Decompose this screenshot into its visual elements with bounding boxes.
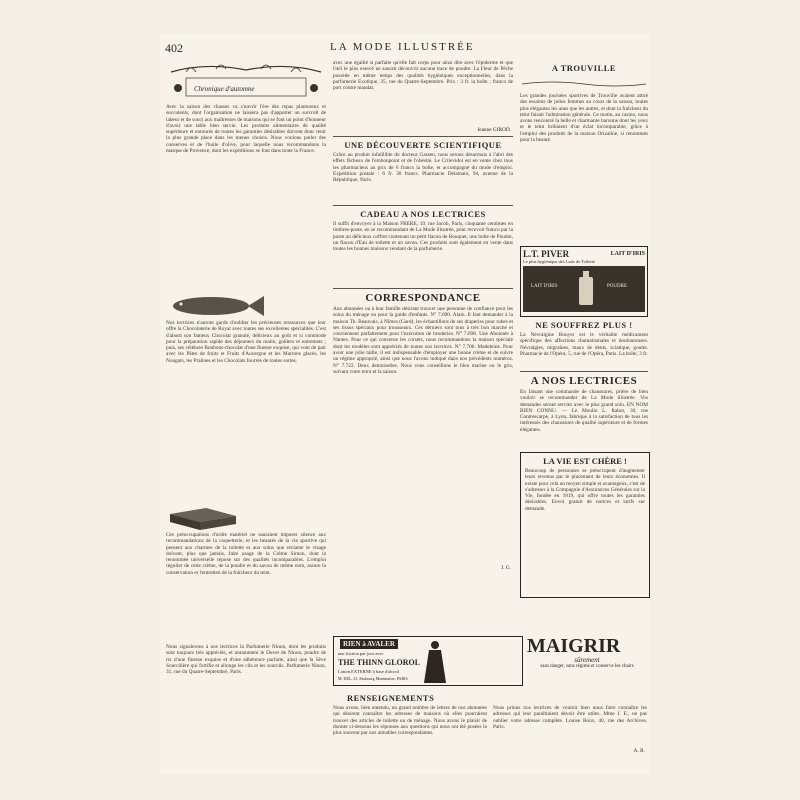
fish-icon — [166, 292, 266, 320]
vie-chere-heading: LA VIE EST CHÈRE ! — [543, 456, 627, 466]
divider — [333, 205, 513, 206]
ne-souffrez-text: La Névralgine Rouyer est le véritable médicament spécifique des affections rhumatismales et douloureuses. Névralgies, migraines, maux de dents, sciatique, goutte. Pharmacie de l'Opéra, 5, rue de l'Opéra, Paris. La boîte, 3 fr. — [520, 332, 648, 357]
correspondance-text: Aux abonnées ou à leur famille désirant trouver une personne de confiance pour les soins du ménage ou pour la garde d'enfants. N° 7.690. Alain. Il faut demander à la maison Th. Beauvais, à Nîmes (Gard), les échantillons de ses draperies pour robes et ses tissus spéciaux pour trousseaux. Ces derniers sont tous à très bon marché et conviennent parfaitement pour l'exécution de broderies. N° 7.698. Une Abonnée à Nantes. Pour ce qui concerne les corsets, nous recommandons la maison spéciale dont les modèles sont appréciés de toutes nos lectrices. N° 7.706. Madeleine. Pour avoir une jolie taille, il est indispensable d'employer une bonne crème et de suivre un régime approprié, ainsi que nous l'avons indiqué dans nos précédents numéros. N° 7.722. Deux demoiselles. Nous vous conseillons le bleu marine ou le gris, suivant votre teint et la saison. — [333, 306, 513, 375]
cadeau-text: Il suffit d'envoyer à la Maison FRÈRE, 19, rue Jacob, Paris, cinquante centimes en timbres-poste, en se recommandant de La Mode illustrée, pour recevoir franco par la poste un délicieux coffret contenant un petit flacon de Bouquet, une boîte de Poudre, un flacon d'Eau de toilette et un savon. Ces produits sont également en vente dans toutes les bonnes maisons vendant de la parfumerie. — [333, 221, 513, 253]
cadeau-heading: CADEAU A NOS LECTRICES — [360, 209, 486, 219]
correspondance-heading: CORRESPONDANCE — [365, 292, 481, 304]
piver-advert — [520, 246, 648, 317]
decouverte-text: Grâce au produit infaillible du docteur Gassen, nous serons désormais à l'abri des effets fâcheux de l'embonpoint et de l'obésité. Le Crilevidol est en vente chez tous les pharmaciens au prix de 6 francs la boîte, et accompagné du mode d'emploi. Expédition postale : 6 fr. 30 francs. Pharmacie Delamare, 94, avenue de la République, Paris. — [333, 152, 513, 184]
glorol-advert — [333, 636, 523, 686]
chronique-intro: Avec la saison des chasses va s'ouvrir l'ère des repas plantureux et succulents, dont l'organisation ne laissera pas d'apporter un surcroît de labeur et de souci aux maîtresses de maisons qui se font un point d'honneur d'avoir une table bien servie. Les produits alimentaires de qualité supérieure et entourés de toutes les garanties désirables doivent donc tenir la plus grande place dans les menus choisis. Nous voulons parler des conserves et de l'huile d'olive, pour laquelle nous recommandons la marque de Provence, dont les expéditions se font dans toute la France. — [166, 104, 326, 155]
renseignements-signature: A. R. — [633, 748, 645, 754]
chronique-banner — [166, 60, 326, 100]
glorol-subtitle: une friction par jour avec — [338, 651, 384, 656]
advert-row — [333, 636, 647, 686]
ornament-rule-icon — [520, 80, 648, 88]
maigrir-word: MAIGRIR — [527, 635, 621, 657]
author-initials: J. G. — [501, 565, 511, 571]
decouverte-heading: UNE DÉCOUVERTE SCIENTIFIQUE — [344, 140, 502, 150]
piver-product-image — [523, 266, 645, 312]
piver-label-right: POUDRE — [607, 284, 628, 289]
author-signature: Jeanne GIROD. — [477, 127, 511, 133]
nos-lectrices-heading: A NOS LECTRICES — [530, 375, 638, 387]
chronique-body-2: Ces préoccupations d'ordre matériel ne sauraient imposer silence aux recommandations de la coquetterie, et les beautés de la vie sportive qui pensent aux charmes de la toilette et aux soins que réclame le visage doivent, plus que jamais, faire usage de la Crème Simon, dont la renommée universelle repose sur des qualités incomparables. L'emploi régulier de cette crème, de la poudre et du savon de même nom, assure la conservation et l'entretien de la fraîcheur du teint. — [166, 532, 326, 576]
glorol-description: Lotion EXTERNE à base d'alcool — [338, 669, 400, 674]
nos-lectrices-text: En faisant une commande de chaussures, prière de bien vouloir se recommander de La Mode illustrée. Vos demandes seront servies avec le plus grand soin. EN NOM BIEN CONNU. — Le Moulin L. Rabot, 30, rue Contrescarpe, à Lyon, fabrique à la satisfaction de tous les intéressés des chaussures de qualité supérieure et de formes élégantes. — [520, 389, 648, 433]
column-middle — [333, 60, 513, 573]
chocolate-box-illustration — [166, 502, 326, 532]
renseignements-heading: RENSEIGNEMENTS — [347, 693, 435, 703]
page-number: 402 — [165, 41, 183, 55]
floral-ornament-icon — [166, 60, 326, 100]
glorol-top: RIEN à AVALER — [340, 639, 398, 649]
magazine-title: LA MODE ILLUSTRÉE — [330, 41, 475, 53]
maigrir-description: sans danger, sans régime et conserve les chairs — [540, 664, 634, 669]
piver-brand: L.T. PIVER — [523, 249, 570, 259]
renseignements-left: Nous avons, bien entendu, un grand nombre de lettres de nos abonnées qui désirent connaître les adresses de maisons où elles pourraient trouver des articles de toilette ou de ménage. Nous avons le plaisir de donner ci-dessous les réponses aux questions qui nous ont été posées le plus souvent par nos aimables correspondantes. — [333, 705, 487, 737]
chocolate-box-icon — [166, 502, 238, 532]
divider — [333, 136, 513, 137]
chronique-body-3: Nous signalerons à nos lectrices la Parfumerie Ninon, dont les produits sont toujours très appréciés, et notamment le Duvet de Ninon, poudre de riz d'une finesse exquise et d'une adhérence parfaite, ainsi que la Sève Sourcilière qui fortifie et allonge les cils et les sourcils. Parfumerie Ninon, 31, rue du Quatre-Septembre, Paris. — [166, 644, 326, 676]
glorol-name: THE THINN GLOROL — [338, 658, 421, 667]
vie-chere-text: Beaucoup de personnes se préoccupent d'augmenter leurs revenus par le placement de leurs économies. Il existe pour cela un moyen simple et avantageux, c'est de s'adresser à la Compagnie d'Assurances Générales sur la Vie, fondée en 1819, qui offre toutes les garanties désirables. Envoi gratuit de notices et tarifs sur demande. — [525, 468, 645, 512]
maigrir-subtitle: sûrement — [574, 656, 600, 664]
column-right — [520, 60, 648, 449]
renseignements-section — [333, 690, 647, 756]
piver-label-left: LAIT D'IRIS — [531, 284, 558, 289]
trouville-heading: A TROUVILLE — [551, 63, 617, 73]
renseignements-columns — [333, 705, 647, 747]
fish-illustration — [166, 292, 326, 320]
piver-tagline: Le plus hygiénique des Laits de Toilette — [523, 259, 595, 264]
divider — [333, 288, 513, 289]
trouville-text: Les grandes journées sportives de Trouville avaient attiré des essaims de jolies femmes au cours de la saison, toutes plus élégantes les unes que les autres, et dont la fraîcheur du teint faisait l'admiration générale. Ce matin, au casino, nous avons rencontré la belle et charmante baronne dont les yeux et le teint brillaient d'un éclat incomparable, grâce à l'emploi des produits de la maison Orizaline, si renommés pour la beauté. — [520, 93, 648, 144]
maigrir-advert — [527, 636, 647, 686]
piver-header — [523, 249, 645, 259]
glorol-address: M. DEL, 21, Faubourg Montmartre, PARIS — [338, 676, 408, 681]
chronique-body-1: Nos lectrices n'auront garde d'oublier les précieuses ressources que leur offre la Chocolaterie de Royat avec toutes ses excellentes spécialités. C'est d'abord son fameux Chocolat granulé, délicieux au goût et si commode pour la préparation rapide des déjeuners du matin, goûters et entremets ; puis, ses célèbres Bonbons-chocolat d'une finesse exquise, qui vont de pair avec les Pâtes de fruits et Fruits d'Auvergne et les Marrons glacés, les Nougats, les Pralines et les Chocolats fourrés de toutes sortes. — [166, 320, 326, 364]
divider — [520, 371, 648, 372]
chronique-title: Chronique d'automne — [194, 85, 255, 93]
renseignements-right: Nous prions nos lectrices de vouloir bien nous faire connaître les adresses qui leur paraîtraient devoir être utiles. Mme J. E., ne pas oublier votre adresse complète. Louise Roux, 40, rue des Archives, Paris. — [493, 705, 647, 730]
woman-figure-icon — [420, 639, 450, 685]
ne-souffrez-heading: NE SOUFFREZ PLUS ! — [535, 320, 633, 330]
column-left — [166, 60, 326, 764]
bottle-icon — [577, 271, 595, 307]
piver-product: LAIT D'IRIS — [610, 251, 645, 257]
vie-chere-box — [520, 452, 650, 598]
middle-intro: avec une égalité si parfaite qu'elle fait corps pour ainsi dire avec l'épiderme et que l'œil le plus exercé ne saurait découvrir aucune trace de poudre. La Fleur de Pêche possède en même temps des qualités hygiéniques exceptionnelles, dans la parfumerie Exotique, 35, rue du Quatre-Septembre. Prix : 3 fr. la boîte ; franco de port contre mandat. — [333, 60, 513, 92]
